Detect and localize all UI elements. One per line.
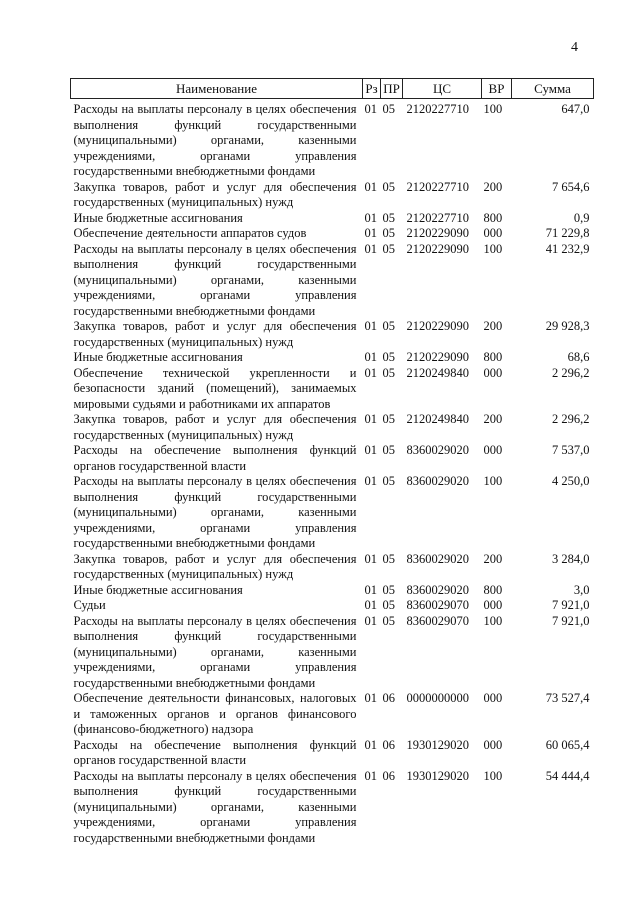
cell-vr: 000 <box>483 737 503 752</box>
table-row <box>71 180 594 211</box>
cell-pr: 06 <box>382 768 395 783</box>
cell-cs: 8360029020 <box>406 551 469 566</box>
table-row <box>71 242 594 320</box>
table-row <box>71 319 594 350</box>
cell-cs: 2120229090 <box>406 319 469 333</box>
header-cs: ЦС <box>403 79 482 99</box>
cell-sum: 4 250,0 <box>552 474 590 488</box>
cell-vr: 100 <box>483 474 503 488</box>
cell-name: Иные бюджетные ассигнования <box>73 210 243 225</box>
table-row <box>71 412 594 443</box>
cell-rz: 01 <box>364 443 377 457</box>
cell-pr: 05 <box>382 474 395 488</box>
cell-vr: 800 <box>483 350 503 364</box>
cell-name: Расходы на выплаты персоналу в целях обеспечения выполнения функций государственными (муниципальными) органами, казенными учреждениями, органами управления государственными внебюджетными фондами <box>73 768 357 845</box>
cell-name: Обеспечение деятельности аппаратов судов <box>73 226 307 240</box>
cell-name: Иные бюджетные ассигнования <box>73 582 243 597</box>
cell-rz: 01 <box>364 598 377 612</box>
cell-sum: 73 527,4 <box>545 691 590 705</box>
cell-cs: 2120229090 <box>406 241 469 256</box>
cell-pr: 05 <box>382 226 395 240</box>
table-row <box>71 366 594 413</box>
cell-rz: 01 <box>364 474 377 488</box>
cell-rz: 01 <box>364 412 377 426</box>
cell-sum: 0,9 <box>573 210 590 225</box>
cell-rz: 01 <box>364 226 377 240</box>
cell-sum: 54 444,4 <box>545 768 590 783</box>
table-row <box>71 598 594 614</box>
cell-pr: 06 <box>382 691 395 705</box>
cell-pr: 05 <box>382 241 395 256</box>
cell-rz: 01 <box>364 350 377 364</box>
cell-pr: 05 <box>382 412 395 426</box>
cell-name: Расходы на выплаты персоналу в целях обеспечения выполнения функций государственными (муниципальными) органами, казенными учреждениями, органами управления государственными внебюджетными фондами <box>73 102 357 178</box>
cell-rz: 01 <box>364 582 377 597</box>
cell-cs: 1930129020 <box>406 737 469 752</box>
cell-cs: 8360029020 <box>406 582 469 597</box>
cell-rz: 01 <box>364 551 377 566</box>
cell-pr: 05 <box>382 350 395 364</box>
cell-name: Обеспечение технической укрепленности и безопасности зданий (помещений), занимаемых мировыми судьями и работниками их аппаратов <box>73 365 357 411</box>
cell-vr: 000 <box>483 443 503 457</box>
cell-cs: 2120227710 <box>406 179 469 194</box>
cell-rz: 01 <box>364 365 377 380</box>
table-header <box>71 79 594 99</box>
cell-cs: 8360029020 <box>406 443 469 457</box>
cell-name: Закупка товаров, работ и услуг для обеспечения государственных (муниципальных) нужд <box>73 412 357 442</box>
table-body <box>71 99 594 847</box>
cell-vr: 200 <box>483 412 503 426</box>
cell-vr: 100 <box>483 613 503 628</box>
cell-pr: 05 <box>382 319 395 333</box>
table-row <box>71 443 594 474</box>
cell-vr: 200 <box>483 319 503 333</box>
cell-cs: 2120229090 <box>406 350 469 364</box>
cell-name: Обеспечение деятельности финансовых, налоговых и таможенных органов и органов финансового (финансово-бюджетного) надзора <box>73 691 357 736</box>
cell-name: Расходы на обеспечение выполнения функций органов государственной власти <box>73 737 357 767</box>
cell-rz: 01 <box>364 613 377 628</box>
cell-pr: 05 <box>382 443 395 457</box>
cell-pr: 05 <box>382 102 395 116</box>
cell-pr: 05 <box>382 210 395 225</box>
cell-pr: 05 <box>382 551 395 566</box>
cell-sum: 3,0 <box>573 582 590 597</box>
cell-rz: 01 <box>364 179 377 194</box>
cell-cs: 2120249840 <box>406 412 469 426</box>
table-row <box>71 691 594 738</box>
cell-rz: 01 <box>364 768 377 783</box>
table-row <box>71 769 594 847</box>
cell-vr: 000 <box>483 598 503 612</box>
cell-pr: 05 <box>382 582 395 597</box>
cell-vr: 200 <box>483 551 503 566</box>
cell-sum: 29 928,3 <box>545 319 590 333</box>
cell-vr: 000 <box>483 365 503 380</box>
cell-pr: 05 <box>382 179 395 194</box>
budget-table <box>70 78 594 846</box>
cell-cs: 8360029020 <box>406 474 469 488</box>
cell-pr: 06 <box>382 737 395 752</box>
cell-rz: 01 <box>364 691 377 705</box>
cell-cs: 8360029070 <box>406 598 469 612</box>
cell-rz: 01 <box>364 210 377 225</box>
cell-name: Иные бюджетные ассигнования <box>73 350 243 364</box>
cell-name: Расходы на выплаты персоналу в целях обеспечения выполнения функций государственными (муниципальными) органами, казенными учреждениями, органами управления государственными внебюджетными фондами <box>73 474 357 550</box>
table-row <box>71 226 594 242</box>
cell-cs: 2120227710 <box>406 102 469 116</box>
cell-rz: 01 <box>364 241 377 256</box>
cell-rz: 01 <box>364 737 377 752</box>
header-pr: ПР <box>381 79 403 99</box>
cell-name: Расходы на выплаты персоналу в целях обеспечения выполнения функций государственными (муниципальными) органами, казенными учреждениями, органами управления государственными внебюджетными фондами <box>73 613 357 690</box>
cell-vr: 000 <box>483 691 503 705</box>
cell-sum: 7 921,0 <box>552 613 590 628</box>
table-row <box>71 552 594 583</box>
cell-vr: 100 <box>483 241 503 256</box>
cell-cs: 0000000000 <box>406 691 469 705</box>
cell-name: Расходы на выплаты персоналу в целях обеспечения выполнения функций государственными (муниципальными) органами, казенными учреждениями, органами управления государственными внебюджетными фондами <box>73 241 357 318</box>
table-row <box>71 583 594 599</box>
cell-vr: 100 <box>483 102 503 116</box>
table-row <box>71 474 594 552</box>
cell-cs: 8360029070 <box>406 613 469 628</box>
cell-sum: 60 065,4 <box>545 737 590 752</box>
cell-vr: 200 <box>483 179 503 194</box>
cell-cs: 1930129020 <box>406 768 469 783</box>
cell-vr: 000 <box>483 226 503 240</box>
cell-cs: 2120227710 <box>406 210 469 225</box>
cell-name: Закупка товаров, работ и услуг для обеспечения государственных (муниципальных) нужд <box>73 551 357 581</box>
cell-vr: 800 <box>483 210 503 225</box>
cell-cs: 2120249840 <box>406 365 469 380</box>
cell-sum: 7 537,0 <box>552 443 590 457</box>
cell-vr: 800 <box>483 582 503 597</box>
cell-sum: 71 229,8 <box>545 226 590 240</box>
cell-pr: 05 <box>382 613 395 628</box>
table-row <box>71 350 594 366</box>
header-name: Наименование <box>71 79 363 99</box>
cell-sum: 2 296,2 <box>552 365 590 380</box>
table-row <box>71 211 594 227</box>
cell-pr: 05 <box>382 365 395 380</box>
cell-name: Закупка товаров, работ и услуг для обеспечения государственных (муниципальных) нужд <box>73 319 357 349</box>
table-row <box>71 99 594 180</box>
page-number: 4 <box>571 40 578 55</box>
header-row <box>71 79 594 99</box>
table-row <box>71 738 594 769</box>
cell-sum: 647,0 <box>561 102 590 116</box>
cell-name: Закупка товаров, работ и услуг для обеспечения государственных (муниципальных) нужд <box>73 179 357 209</box>
cell-cs: 2120229090 <box>406 226 469 240</box>
cell-sum: 7 921,0 <box>552 598 590 612</box>
cell-sum: 68,6 <box>567 350 590 364</box>
cell-sum: 41 232,9 <box>545 241 590 256</box>
table-row <box>71 614 594 692</box>
header-sum: Сумма <box>512 79 594 99</box>
cell-rz: 01 <box>364 319 377 333</box>
header-vr: ВР <box>482 79 512 99</box>
cell-name: Расходы на обеспечение выполнения функций органов государственной власти <box>73 443 357 473</box>
cell-sum: 3 284,0 <box>552 551 590 566</box>
cell-name: Судьи <box>73 598 106 612</box>
cell-pr: 05 <box>382 598 395 612</box>
header-rz: Рз <box>363 79 381 99</box>
cell-rz: 01 <box>364 102 377 116</box>
cell-sum: 7 654,6 <box>552 179 590 194</box>
cell-vr: 100 <box>483 768 503 783</box>
cell-sum: 2 296,2 <box>552 412 590 426</box>
